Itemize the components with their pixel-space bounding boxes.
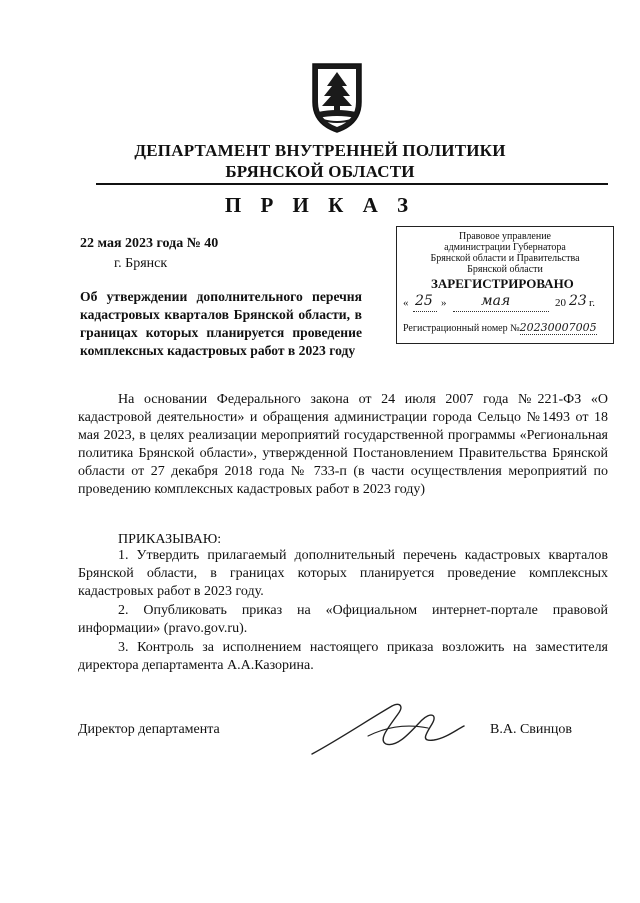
stamp-quote-open: «	[403, 297, 409, 309]
stamp-line-1: Правовое управление	[459, 231, 551, 242]
order-item-2: 2. Опубликовать приказ на «Официальном интернет-портале правовой информации» (pravo.gov.ru).	[78, 603, 608, 636]
order-word: ПРИКАЗЫВАЮ:	[118, 532, 222, 547]
stamp-registered: ЗАРЕГИСТРИРОВАНО	[431, 276, 574, 291]
stamp-quote-close: »	[441, 297, 447, 309]
stamp-year-end: г.	[589, 297, 596, 309]
order-item-1: 1. Утвердить прилагаемый дополнительный перечень кадастровых кварталов Брянской области, в границах которых планируется проведение комплексных кадастровых работ в 2023 году.	[78, 548, 608, 599]
stamp-year-suffix: 23	[569, 293, 587, 309]
header-divider	[96, 183, 608, 185]
order-item-3: 3. Контроль за исполнением настоящего приказа возложить на заместителя директора департамента А.А.Казорина.	[78, 640, 608, 673]
document-date-number: 22 мая 2023 года № 40	[80, 236, 219, 251]
signatory-name: В.А. Свинцов	[490, 722, 572, 737]
stamp-day-underline	[413, 311, 437, 312]
stamp-reg-label: Регистрационный номер №	[403, 323, 520, 334]
registration-stamp	[396, 226, 614, 344]
department-name-line2: БРЯНСКОЙ ОБЛАСТИ	[225, 162, 415, 181]
stamp-date-line	[403, 295, 603, 313]
department-name-line1: ДЕПАРТАМЕНТ ВНУТРЕННЕЙ ПОЛИТИКИ	[134, 141, 506, 160]
document-subject: Об утверждении дополнительного перечня кадастровых кварталов Брянской области, в границах которых планируется проведение комплексных кадастровых работ в 2023 году	[80, 289, 362, 358]
stamp-day: 25	[415, 293, 433, 309]
preamble-paragraph: На основании Федерального закона от 24 июля 2007 года №221-ФЗ «О кадастровой деятельности» и обращения администрации города Сельцо №1493 от 18 мая 2023, в целях реализации мероприятий государственной программы «Региональная политика Брянской области», утвержденной Постановлением Правительства Брянской области от 27 декабря 2018 года № 733-п (в части осуществления мероприятий по проведению комплексных кадастровых работ в 2023 году)	[78, 392, 608, 497]
stamp-reg-number: 20230007005	[519, 321, 597, 334]
document-title: П Р И К А З	[224, 193, 416, 217]
handwritten-signature-icon	[308, 696, 468, 760]
stamp-line-3: Брянской области и Правительства	[430, 253, 580, 264]
signatory-role: Директор департамента	[78, 722, 220, 737]
stamp-line-2: администрации Губернатора	[444, 242, 566, 253]
document-city: г. Брянск	[114, 256, 168, 271]
stamp-year-prefix: 20	[555, 297, 566, 309]
stamp-line-4: Брянской области	[467, 264, 543, 275]
stamp-month-underline	[453, 311, 549, 312]
coat-of-arms-icon	[309, 62, 365, 134]
stamp-reg-number-line	[403, 321, 597, 334]
stamp-month: мая	[481, 293, 511, 309]
